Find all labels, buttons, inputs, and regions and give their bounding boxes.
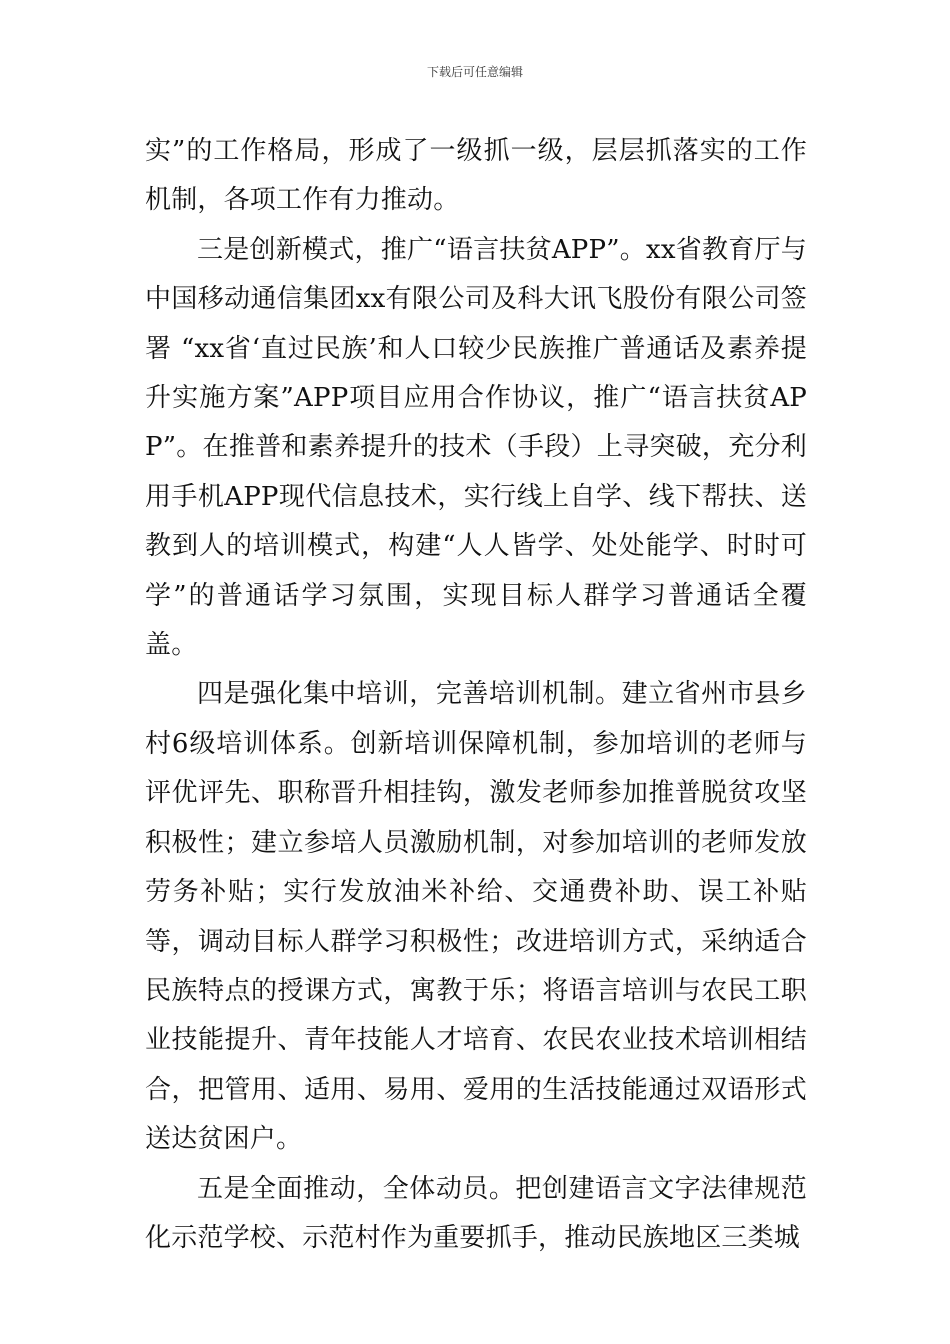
paragraph-continuation: 实”的工作格局，形成了一级抓一级，层层抓落实的工作机制，各项工作有力推动。: [145, 136, 807, 216]
document-body: [145, 127, 807, 1263]
paragraph-innovation-mode: 三是创新模式，推广“语言扶贫APP”。xx省教育厅与中国移动通信集团xx有限公司及科大讯飞股份有限公司签署 “xx省‘直过民族’和人口较少民族推广普通话及素养提升实施方案”APP项目应用合作协议，推广“语言扶贫APP”。在推普和素养提升的技术（手段）上寻突破，充分利用手机APP现代信息技术，实行线上自学、线下帮扶、送教到人的培训模式，构建“人人皆学、处处能学、时时可学”的普通话学习氛围，实现目标人群学习普通话全覆盖。: [145, 234, 807, 661]
paragraph-training: 四是强化集中培训，完善培训机制。建立省州市县乡村6级培训体系。创新培训保障机制，参加培训的老师与评优评先、职称晋升相挂钩，激发老师参加推普脱贫攻坚积极性；建立参培人员激励机制，对参加培训的老师发放劳务补贴；实行发放油米补给、交通费补助、误工补贴等，调动目标人群学习积极性；改进培训方式，采纳适合民族特点的授课方式，寓教于乐；将语言培训与农民工职业技能提升、青年技能人才培育、农民农业技术培训相结合，把管用、适用、易用、爱用的生活技能通过双语形式送达贫困户。: [145, 679, 807, 1155]
paragraph-mobilization: 五是全面推动，全体动员。把创建语言文字法律规范化示范学校、示范村作为重要抓手，推动民族地区三类城: [145, 1173, 807, 1253]
page-header-note: 下载后可任意编辑: [426, 65, 523, 79]
